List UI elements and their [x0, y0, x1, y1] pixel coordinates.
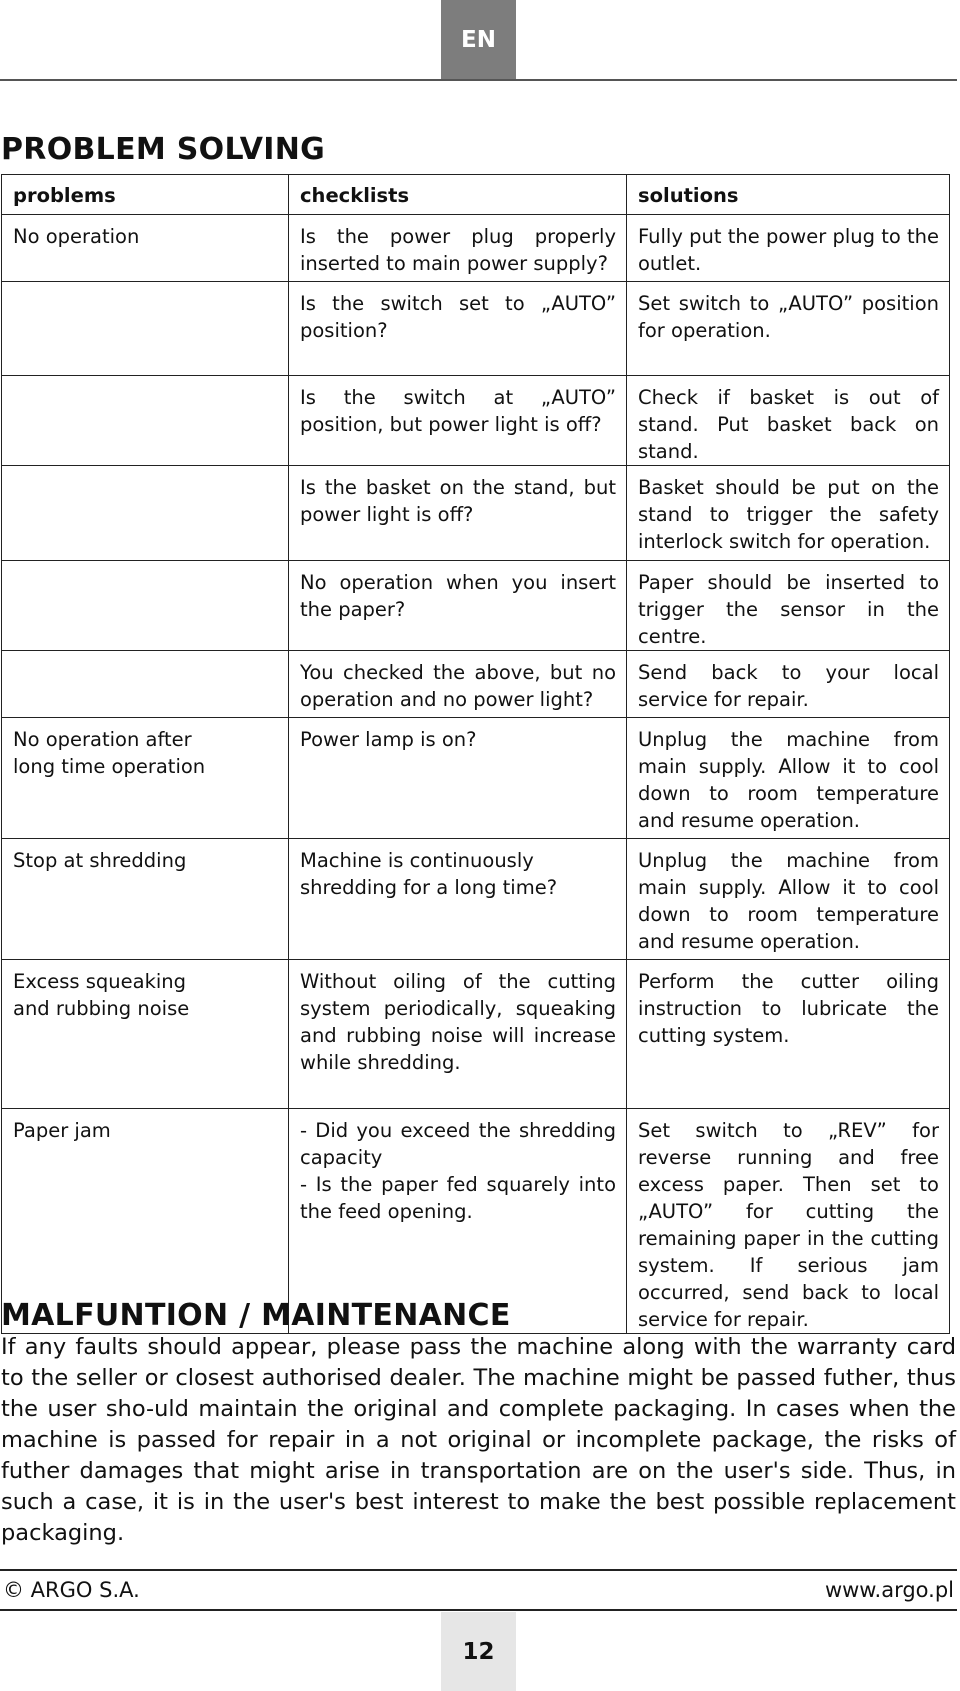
problem-cell: Paper jam: [2, 1109, 289, 1334]
table-row: [2, 466, 950, 561]
problem-cell: [2, 960, 289, 1109]
header-divider: [0, 79, 957, 81]
problem-cell: No operation: [2, 215, 289, 282]
table-row: [2, 215, 950, 282]
solution-cell: Fully put the power plug to the outlet.: [627, 215, 950, 282]
checklist-line: Machine is continuously: [300, 849, 534, 872]
checklist-cell: Is the basket on the stand, but power light is off?: [289, 466, 627, 561]
maintenance-paragraph: If any faults should appear, please pass the machine along with the warranty card to the seller or closest authorised dealer. The machine might be passed futher, thus the user sho-uld maintain the original and complete packaging. In cases when the machine is passed for repair in a not original or incomplete package, the risks of futher damages that might arise in transportation are on the user's side. Thus, in such a case, it is in the user's best interest to make the best possible replacement packaging.: [1, 1334, 956, 1546]
footer-divider-top: [0, 1569, 957, 1571]
table-header-row: [2, 175, 950, 215]
solution-cell: Perform the cutter oiling instruction to lubricate the cutting system.: [627, 960, 950, 1109]
checklist-line: - Did you exceed the shredding capacity: [300, 1119, 616, 1169]
checklist-cell: You checked the above, but no operation and no power light?: [289, 651, 627, 718]
problem-cell: Stop at shredding: [2, 839, 289, 960]
maintenance-title: MALFUNTION / MAINTENANCE: [1, 1298, 511, 1333]
solution-cell: Set switch to „REV” for reverse running and free excess paper. Then set to „AUTO” for cutting the remaining paper in the cutting system. If serious jam occurred, send back to local service for repair.: [627, 1109, 950, 1334]
problem-cell: [2, 282, 289, 376]
problem-cell: [2, 561, 289, 651]
language-tab: EN: [441, 0, 516, 80]
table-row: [2, 376, 950, 466]
copyright-text: © ARGO S.A.: [3, 1578, 140, 1602]
checklist-cell: No operation when you insert the paper?: [289, 561, 627, 651]
table-row: [2, 839, 950, 960]
problem-cell: [2, 466, 289, 561]
problem-line: long time operation: [13, 755, 206, 778]
solution-cell: Paper should be inserted to trigger the sensor in the centre.: [627, 561, 950, 651]
checklist-cell: Without oiling of the cutting system periodically, squeaking and rubbing noise will increase while shredding.: [289, 960, 627, 1109]
problem-cell: [2, 651, 289, 718]
page-number: 12: [441, 1612, 516, 1691]
checklist-cell: [289, 839, 627, 960]
checklist-cell: Is the switch set to „AUTO” position?: [289, 282, 627, 376]
website-link[interactable]: www.argo.pl: [824, 1578, 954, 1602]
solution-cell: Set switch to „AUTO” position for operation.: [627, 282, 950, 376]
checklist-cell: Is the power plug properly inserted to main power supply?: [289, 215, 627, 282]
column-header-checklists: checklists: [289, 175, 627, 215]
checklist-cell: Is the switch at „AUTO” position, but power light is off?: [289, 376, 627, 466]
table-row: [2, 718, 950, 839]
checklist-cell: Power lamp is on?: [289, 718, 627, 839]
solution-cell: Unplug the machine from main supply. Allow it to cool down to room temperature and resume operation.: [627, 839, 950, 960]
table-row: [2, 561, 950, 651]
column-header-problems: problems: [2, 175, 289, 215]
solution-cell: Basket should be put on the stand to trigger the safety interlock switch for operation.: [627, 466, 950, 561]
footer-divider-bottom: [0, 1609, 957, 1611]
table-row: [2, 282, 950, 376]
checklist-line: - Is the paper fed squarely into the feed opening.: [300, 1173, 616, 1223]
problem-cell: [2, 376, 289, 466]
table-row: [2, 960, 950, 1109]
problem-solving-title: PROBLEM SOLVING: [1, 132, 326, 167]
problem-line: Excess squeaking: [13, 970, 187, 993]
table-row: [2, 651, 950, 718]
problem-solving-table: [1, 174, 950, 1334]
problem-cell: [2, 718, 289, 839]
column-header-solutions: solutions: [627, 175, 950, 215]
checklist-line: shredding for a long time?: [300, 876, 558, 899]
solution-cell: Check if basket is out of stand. Put basket back on stand.: [627, 376, 950, 466]
solution-cell: Send back to your local service for repair.: [627, 651, 950, 718]
solution-cell: Unplug the machine from main supply. Allow it to cool down to room temperature and resume operation.: [627, 718, 950, 839]
problem-line: No operation after: [13, 728, 192, 751]
problem-line: and rubbing noise: [13, 997, 190, 1020]
